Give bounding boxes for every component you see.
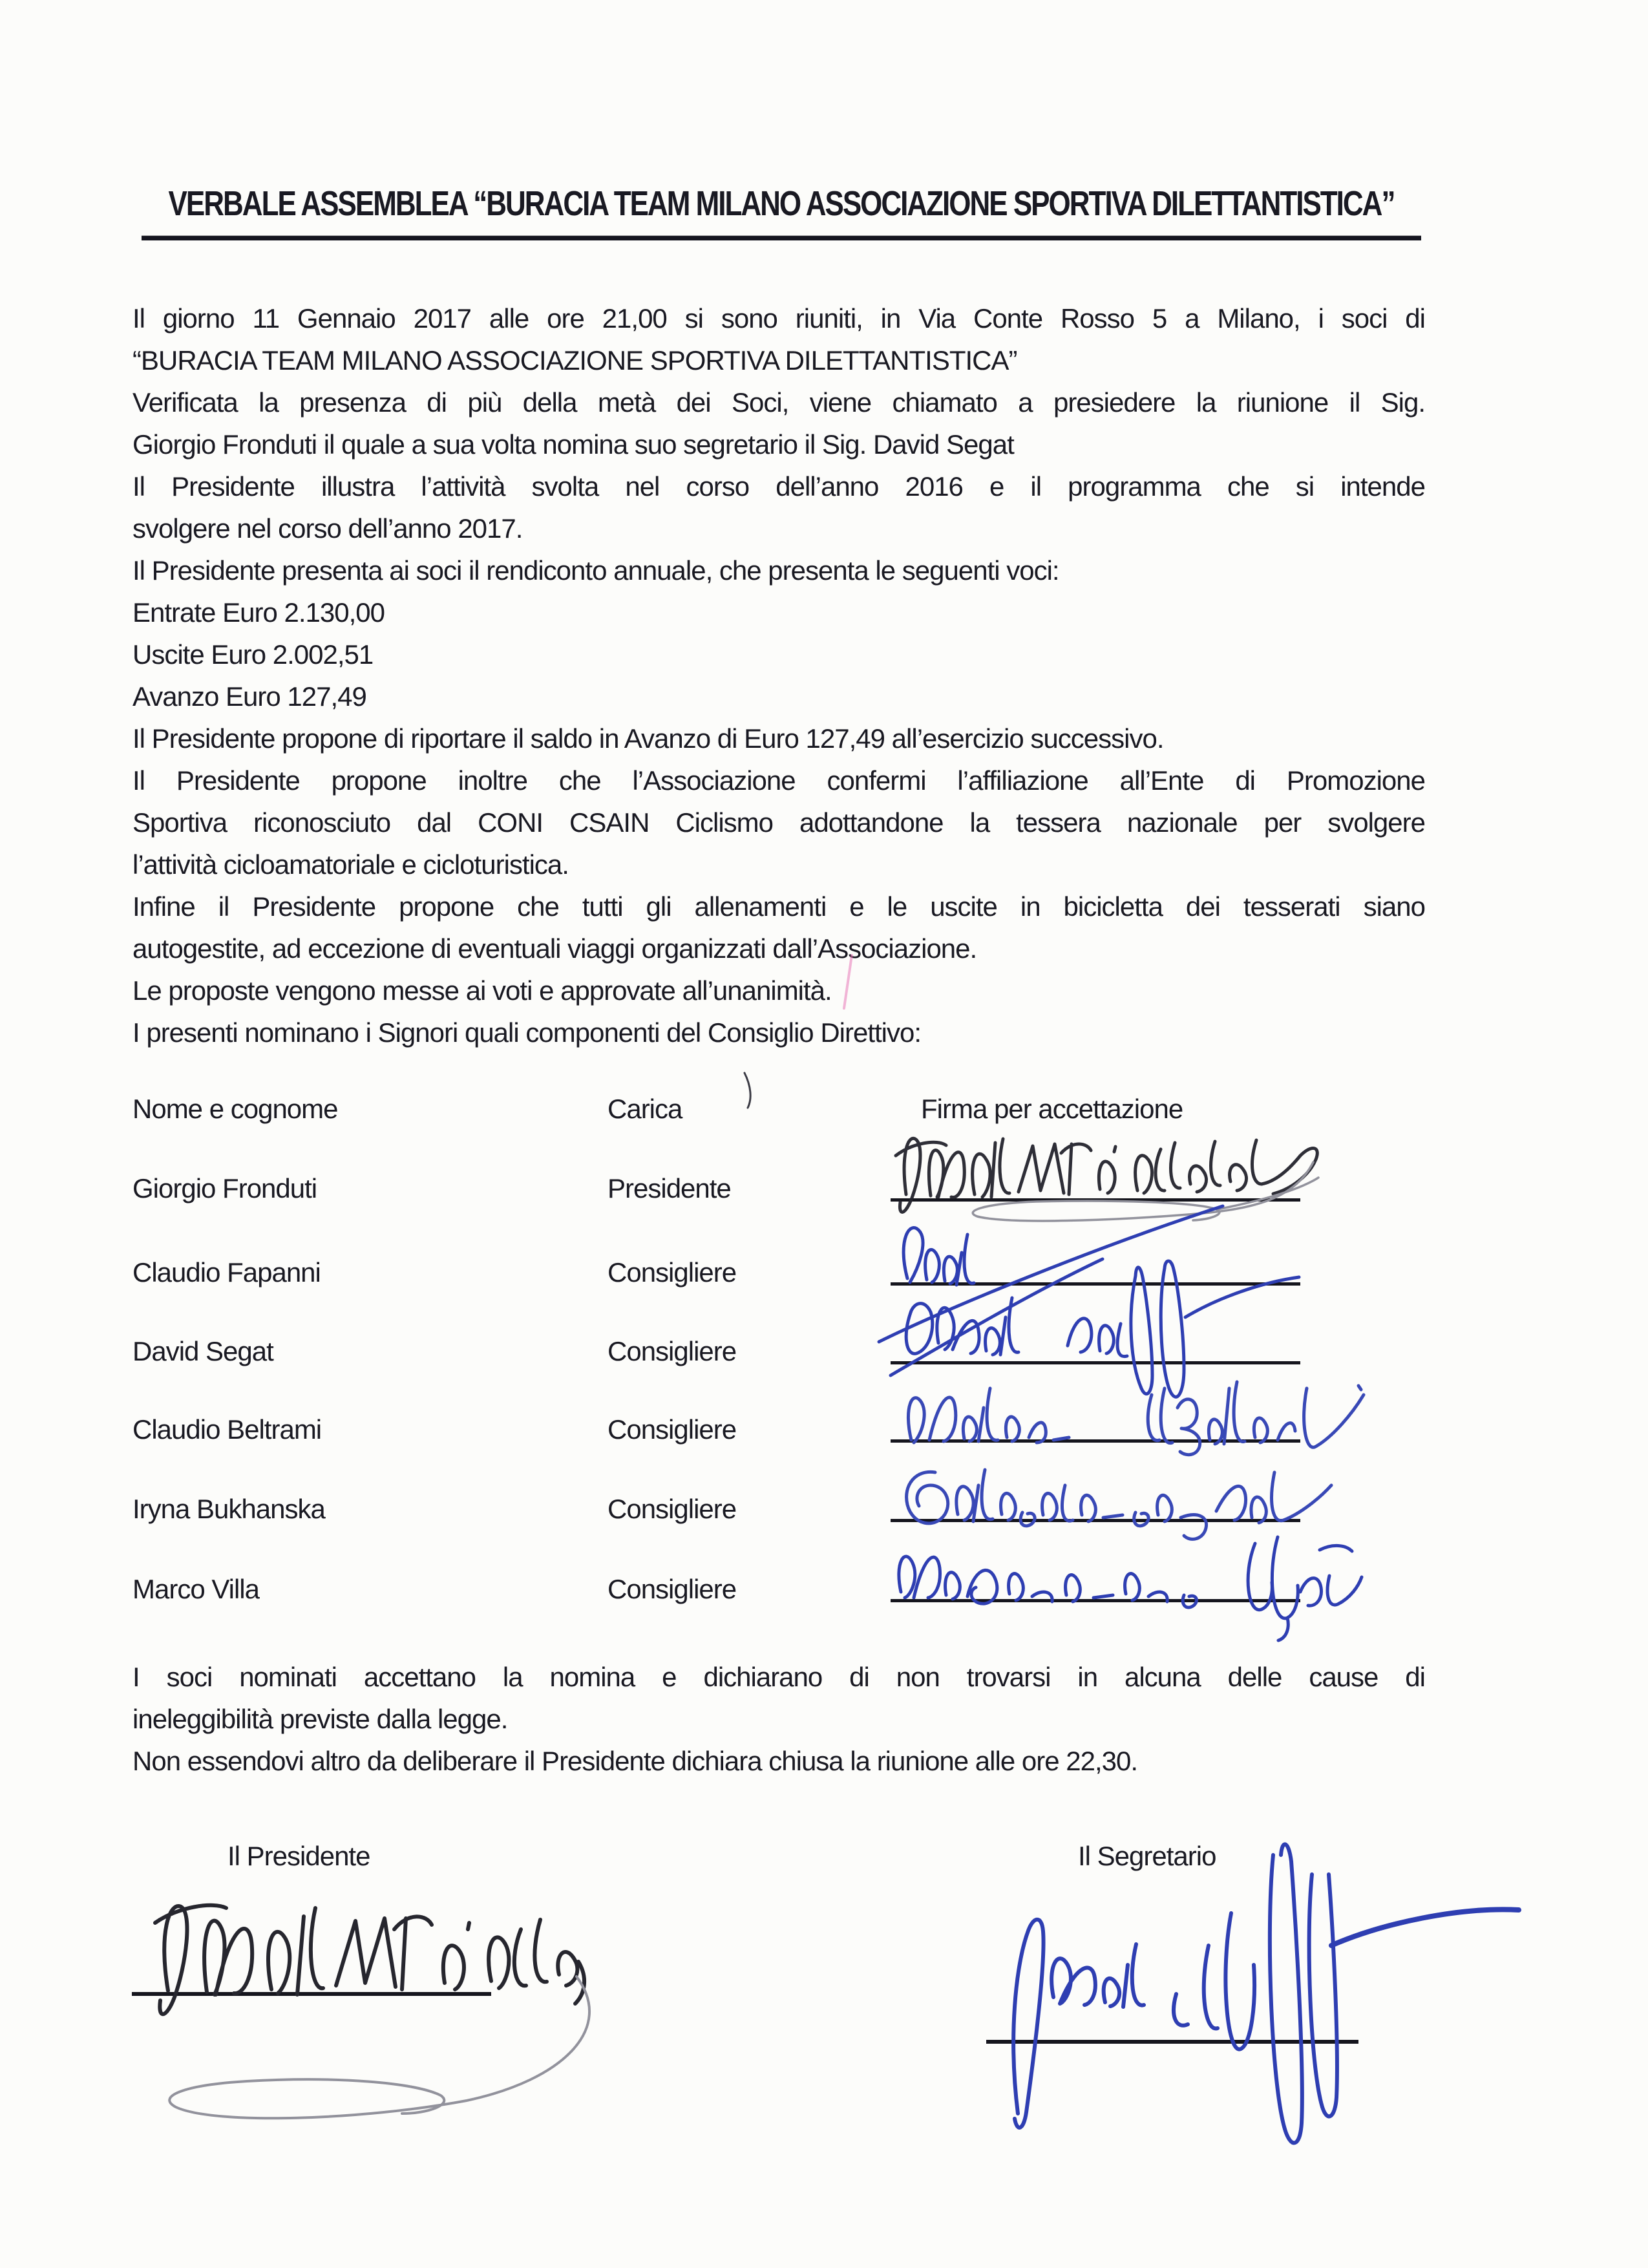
body-line: Sportiva riconosciuto dal CONI CSAIN Ciclismo adottandone la tessera nazionale per svolgere <box>132 807 1425 838</box>
signature-line <box>891 1198 1300 1202</box>
body-line: Il Presidente presenta ai soci il rendiconto annuale, che presenta le seguenti voci: <box>132 555 1059 586</box>
body-line: “BURACIA TEAM MILANO ASSOCIAZIONE SPORTIVA DILETTANTISTICA” <box>132 345 1017 376</box>
member-role: Presidente <box>607 1173 731 1203</box>
document-body <box>132 297 1425 1054</box>
body-line: svolgere nel corso dell’anno 2017. <box>132 513 523 544</box>
body-line: Avanzo Euro 127,49 <box>132 681 366 712</box>
closing-line: I soci nominati accettano la nomina e dichiarano di non trovarsi in alcuna delle cause di <box>132 1662 1425 1692</box>
member-name: Giorgio Fronduti <box>132 1173 317 1203</box>
signature-president-bottom <box>155 1905 589 2118</box>
body-line: Uscite Euro 2.002,51 <box>132 639 374 670</box>
body-line: l’attività cicloamatoriale e cicloturistica. <box>132 849 569 880</box>
secretary-signature-line <box>986 2040 1358 2044</box>
body-line: Le proposte vengono messe ai voti e approvate all’unanimità. <box>132 975 832 1006</box>
body-line: I presenti nominano i Signori quali componenti del Consiglio Direttivo: <box>132 1017 922 1048</box>
body-line: Infine il Presidente propone che tutti gli allenamenti e le uscite in bicicletta dei tesserati siano <box>132 891 1425 922</box>
closing-paragraph <box>132 1656 1425 1782</box>
table-row <box>132 1251 1425 1298</box>
table-row <box>132 1167 1425 1214</box>
signature-line <box>891 1599 1300 1602</box>
president-signature-line <box>132 1992 491 1996</box>
document-title: VERBALE ASSEMBLEA “BURACIA TEAM MILANO ASSOCIAZIONE SPORTIVA DILETTANTISTICA” <box>142 182 1421 240</box>
signature-secretary-bottom <box>1013 1844 1519 2143</box>
member-name: Iryna Bukhanska <box>132 1494 325 1524</box>
body-line: Entrate Euro 2.130,00 <box>132 597 385 628</box>
member-role: Consigliere <box>607 1414 737 1445</box>
member-role: Consigliere <box>607 1574 737 1604</box>
signature-line <box>891 1282 1300 1286</box>
closing-line: Non essendovi altro da deliberare il Presidente dichiara chiusa la riunione alle ore 22,30. <box>132 1746 1137 1776</box>
table-row <box>132 1408 1425 1455</box>
president-label: Il Presidente <box>227 1841 370 1871</box>
body-line: autogestite, ad eccezione di eventuali viaggi organizzati dall’Associazione. <box>132 933 977 964</box>
member-role: Consigliere <box>607 1494 737 1524</box>
member-name: David Segat <box>132 1336 273 1366</box>
table-row <box>132 1330 1425 1377</box>
member-role: Consigliere <box>607 1336 737 1366</box>
body-line: Il Presidente propone di riportare il saldo in Avanzo di Euro 127,49 all’esercizio successivo. <box>132 723 1164 754</box>
body-line: Il giorno 11 Gennaio 2017 alle ore 21,00 si sono riuniti, in Via Conte Rosso 5 a Milano, i soci di <box>132 303 1425 334</box>
table-header-row <box>132 1088 1425 1130</box>
member-role: Consigliere <box>607 1257 737 1288</box>
member-name: Claudio Beltrami <box>132 1414 322 1445</box>
table-row <box>132 1488 1425 1534</box>
member-name: Marco Villa <box>132 1574 259 1604</box>
closing-line: ineleggibilità previste dalla legge. <box>132 1704 508 1734</box>
body-line: Il Presidente illustra l’attività svolta nel corso dell’anno 2016 e il programma che si intende <box>132 471 1425 502</box>
signature-line <box>891 1361 1300 1364</box>
body-line: Il Presidente propone inoltre che l’Associazione confermi l’affiliazione all’Ente di Promozione <box>132 765 1425 796</box>
body-line: Giorgio Fronduti il quale a sua volta nomina suo segretario il Sig. David Segat <box>132 429 1014 460</box>
column-header-role: Carica <box>607 1094 682 1124</box>
member-name: Claudio Fapanni <box>132 1257 321 1288</box>
column-header-signature: Firma per accettazione <box>921 1094 1183 1124</box>
body-line: Verificata la presenza di più della metà dei Soci, viene chiamato a presiedere la riunione il Sig. <box>132 387 1425 418</box>
table-row <box>132 1568 1425 1615</box>
signature-line <box>891 1519 1300 1522</box>
secretary-label: Il Segretario <box>1078 1841 1216 1871</box>
column-header-name: Nome e cognome <box>132 1094 338 1124</box>
signature-line <box>891 1439 1300 1443</box>
